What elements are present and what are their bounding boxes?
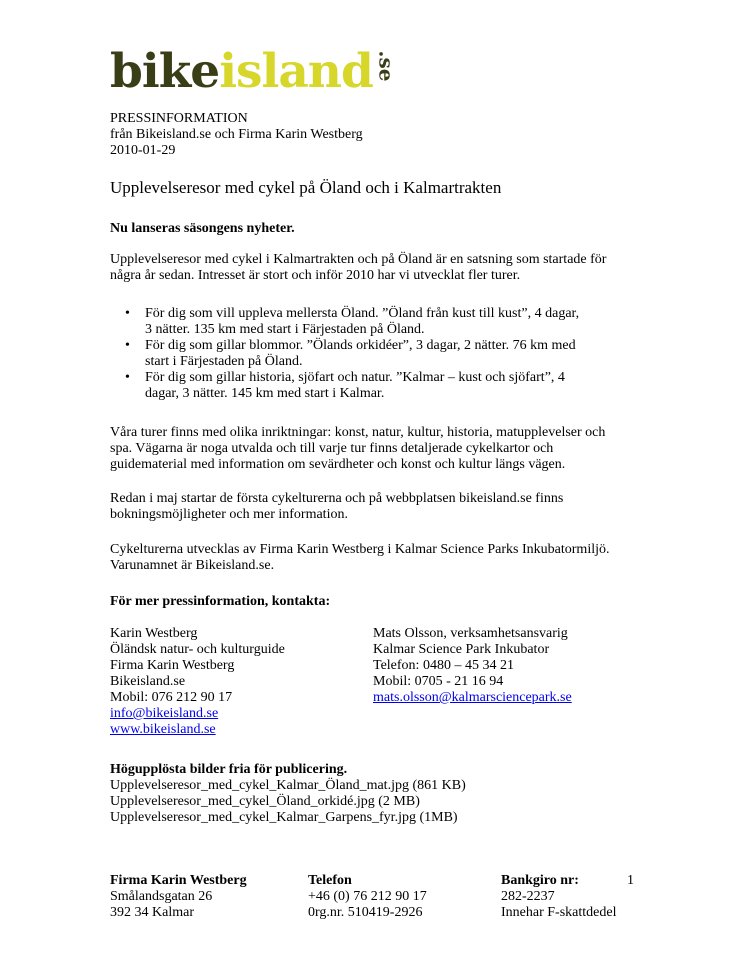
paragraph-line: spa. Vägarna är noga utvalda och till varje tur finns detaljerade cykelkartor och: [110, 441, 554, 456]
list-item-line: • För dig som gillar blommor. ”Ölands orkidéer”, 3 dagar, 2 nätter. 76 km med: [145, 338, 576, 353]
contact-line: Mats Olsson, verksamhetsansvarig: [373, 626, 568, 641]
contact-line: Öländsk natur- och kulturguide: [110, 642, 285, 657]
footer-line: 392 34 Kalmar: [110, 905, 194, 920]
logo-text-se: .se: [374, 50, 399, 82]
contact-line: Mobil: 0705 - 21 16 94: [373, 674, 504, 689]
contact-mats: [373, 626, 572, 706]
bikeisland-logo: [110, 46, 404, 98]
developer-paragraph: [110, 542, 640, 574]
paragraph-line: Varunamnet är Bikeisland.se.: [110, 558, 275, 573]
logo-text-island: island: [219, 44, 373, 99]
paragraph-line: Våra turer finns med olika inriktningar: konst, natur, kultur, historia, matupplevelser och: [110, 425, 606, 440]
page-title: Upplevelseresor med cykel på Öland och i Kalmartrakten: [110, 178, 502, 197]
contact-line: Firma Karin Westberg: [110, 658, 235, 673]
images-section: [110, 762, 640, 826]
contact-line: Mobil: 076 212 90 17: [110, 690, 233, 705]
footer-line: 0rg.nr. 510419-2926: [308, 905, 423, 920]
booking-paragraph: [110, 491, 640, 523]
image-file: Upplevelseresor_med_cykel_Kalmar_Öland_mat.jpg (861 KB): [110, 778, 466, 793]
footer-line: Innehar F-skattdedel: [501, 905, 617, 920]
footer-line: 282-2237: [501, 889, 555, 904]
tour-list: [110, 306, 610, 402]
footer-phone: [308, 873, 427, 921]
page-number: 1: [627, 873, 634, 888]
list-item-line: dagar, 3 nätter. 145 km med start i Kalmar.: [145, 386, 385, 401]
footer-bank: [501, 873, 616, 921]
logo-text-bike: bike: [110, 44, 220, 99]
press-header: [110, 111, 640, 159]
intro-paragraph: [110, 252, 640, 284]
footer-heading: Telefon: [308, 873, 352, 888]
images-heading: Högupplösta bilder fria för publicering.: [110, 762, 348, 777]
press-date: 2010-01-29: [110, 143, 176, 158]
email-link[interactable]: info@bikeisland.se: [110, 706, 219, 721]
footer-line: +46 (0) 76 212 90 17: [308, 889, 427, 904]
footer-line: Smålandsgatan 26: [110, 889, 213, 904]
email-link[interactable]: mats.olsson@kalmarsciencepark.se: [373, 690, 572, 705]
list-item-line: • För dig som vill uppleva mellersta Öland. ”Öland från kust till kust”, 4 dagar,: [145, 306, 580, 321]
paragraph-line: bokningsmöjligheter och mer information.: [110, 507, 348, 522]
list-item-line: 3 nätter. 135 km med start i Färjestaden på Öland.: [145, 322, 425, 337]
contact-karin: [110, 626, 285, 738]
paragraph-line: Cykelturerna utvecklas av Firma Karin Westberg i Kalmar Science Parks Inkubatormiljö.: [110, 542, 610, 557]
contact-line: Karin Westberg: [110, 626, 198, 641]
image-file: Upplevelseresor_med_cykel_Kalmar_Garpens_fyr.jpg (1MB): [110, 810, 458, 825]
subtitle: Nu lanseras säsongens nyheter.: [110, 221, 295, 236]
list-item: [110, 338, 610, 370]
image-file: Upplevelseresor_med_cykel_Öland_orkidé.jpg (2 MB): [110, 794, 420, 809]
intro-line: Upplevelseresor med cykel i Kalmartrakten och på Öland är en satsning som startade för: [110, 252, 607, 267]
orientations-paragraph: [110, 425, 640, 473]
press-label: PRESSINFORMATION: [110, 111, 248, 126]
footer-heading: Firma Karin Westberg: [110, 873, 247, 888]
contact-line: Kalmar Science Park Inkubator: [373, 642, 550, 657]
list-item: [110, 306, 610, 338]
list-item: [110, 370, 610, 402]
contact-line: Bikeisland.se: [110, 674, 186, 689]
footer-heading: Bankgiro nr:: [501, 873, 579, 888]
paragraph-line: guidematerial med information om sevärdheter och konst och kultur längs vägen.: [110, 457, 566, 472]
footer-company: [110, 873, 247, 921]
list-item-line: start i Färjestaden på Öland.: [145, 354, 303, 369]
paragraph-line: Redan i maj startar de första cykelturerna och på webbplatsen bikeisland.se finns: [110, 491, 564, 506]
press-source: från Bikeisland.se och Firma Karin Westberg: [110, 127, 363, 142]
contact-heading: För mer pressinformation, kontakta:: [110, 594, 331, 609]
contact-line: Telefon: 0480 – 45 34 21: [373, 658, 514, 673]
website-link[interactable]: www.bikeisland.se: [110, 722, 216, 737]
list-item-line: • För dig som gillar historia, sjöfart och natur. ”Kalmar – kust och sjöfart”, 4: [145, 370, 565, 385]
intro-line: några år sedan. Intresset är stort och inför 2010 har vi utvecklat fler turer.: [110, 268, 521, 283]
